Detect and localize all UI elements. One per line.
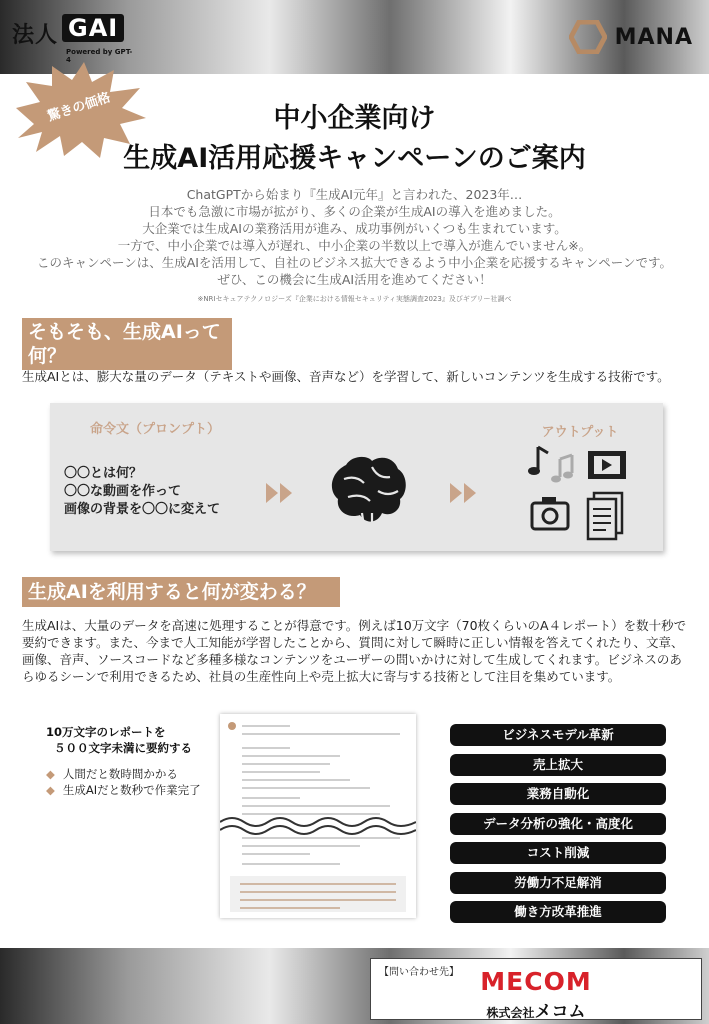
example-title	[46, 724, 192, 756]
benefit-tags	[450, 724, 666, 931]
diamond-icon: ◆	[46, 767, 55, 781]
intro-line: 大企業では生成AIの業務活用が進み、成功事例がいくつも生まれています。	[142, 221, 567, 236]
footnote: ※NRIセキュアテクノロジーズ『企業における情報セキュリティ実態調査2023』及びギブリー社調べ	[197, 295, 512, 303]
prompt-label: 命令文（プロンプト）	[90, 422, 221, 437]
output-icons	[528, 443, 638, 543]
intro-line: 一方で、中小企業では導入が遅れ、中小企業の半数以上で導入が進んでいません※。	[117, 238, 592, 253]
arrow-icon	[266, 483, 294, 503]
document-icon	[220, 714, 416, 918]
intro-line: ぜひ、この機会に生成AI活用を進めてください！	[217, 272, 492, 287]
brain-icon	[328, 453, 408, 529]
document-icon	[588, 493, 622, 539]
logo-gai-text: GAI	[62, 14, 124, 42]
intro-line: 日本でも急激に市場が拡がり、多くの企業が生成AIの導入を進めました。	[148, 204, 561, 219]
gai-logo	[12, 14, 134, 64]
intro-text	[0, 186, 709, 288]
benefit-tag: ビジネスモデル革新	[450, 724, 666, 746]
prompt-example: 〇〇とは何？	[64, 466, 143, 481]
summary-document-image	[220, 714, 416, 918]
mana-logo	[569, 18, 693, 56]
company-logo-text: MECOM	[480, 967, 592, 996]
intro-line: ChatGPTから始まり『生成AI元年』と言われた、2023年…	[186, 187, 523, 202]
badge-text: 驚きの価格	[45, 90, 113, 125]
example-title-line: 10万文字のレポートを	[46, 725, 166, 739]
camera-icon	[532, 497, 568, 529]
output-label: アウトプット	[541, 425, 619, 440]
example-item: ◆ 生成AIだと数秒で作業完了	[46, 783, 201, 797]
arrow-icon	[450, 483, 478, 503]
benefit-tag: 業務自動化	[450, 783, 666, 805]
logo-powered-text: Powered by GPT-4	[66, 48, 133, 64]
intro-line: このキャンペーンは、生成AIを活用して、自社のビジネス拡大できるよう中小企業を応援するキャンペーンです。	[36, 255, 673, 270]
diamond-icon: ◆	[46, 783, 55, 797]
section1-heading: そもそも、生成AIって何？	[22, 318, 232, 370]
company-name: 株式会社メコム	[486, 1002, 586, 1022]
genai-diagram-panel	[50, 403, 663, 551]
page-title-line1: 中小企業向け	[273, 103, 436, 134]
benefit-tag: 働き方改革推進	[450, 901, 666, 923]
video-icon	[588, 451, 626, 479]
benefit-tag: データ分析の強化・高度化	[450, 813, 666, 835]
section2-heading: 生成AIを利用すると何が変わる？	[22, 577, 340, 607]
prompt-examples	[64, 465, 220, 519]
hexagon-icon	[569, 20, 607, 54]
prompt-example: 〇〇な動画を作って	[64, 484, 182, 499]
benefit-tag: 労働力不足解消	[450, 872, 666, 894]
section1-body: 生成AIとは、膨大な量のデータ（テキストや画像、音声など）を学習して、新しいコンテンツを生成する技術です。	[22, 369, 670, 384]
contact-box	[370, 958, 702, 1020]
prompt-example: 画像の背景を〇〇に変えて	[64, 502, 221, 517]
music-icon	[528, 447, 573, 483]
logo-mana-text: MANA	[614, 24, 693, 50]
benefit-tag: 売上拡大	[450, 754, 666, 776]
section2-body: 生成AIは、大量のデータを高速に処理することが得意です。例えば10万文字（70枚くらいのA４レポート）を数十秒で要約できます。また、今まで人工知能が学習したことから、質問に対して瞬時に正しい情報を答えてくれたり、文章、画像、音声、ソースコードなど多種多様なコンテンツをユーザーの問いかけに対して生成してくれます。ビジネスのあらゆるシーンで利用できるため、社員の生産性向上や売上拡大に寄与する技術として注目を集めています。	[22, 618, 687, 684]
page-title-line2: 生成AI活用応援キャンペーンのご案内	[123, 143, 586, 174]
example-item: ◆ 人間だと数時間かかる	[46, 767, 178, 781]
contact-label: 【問い合わせ先】	[379, 967, 459, 978]
benefit-tag: コスト削減	[450, 842, 666, 864]
logo-houjin-text: 法人	[12, 23, 59, 48]
example-title-line: ５００文字未満に要約する	[54, 741, 192, 755]
